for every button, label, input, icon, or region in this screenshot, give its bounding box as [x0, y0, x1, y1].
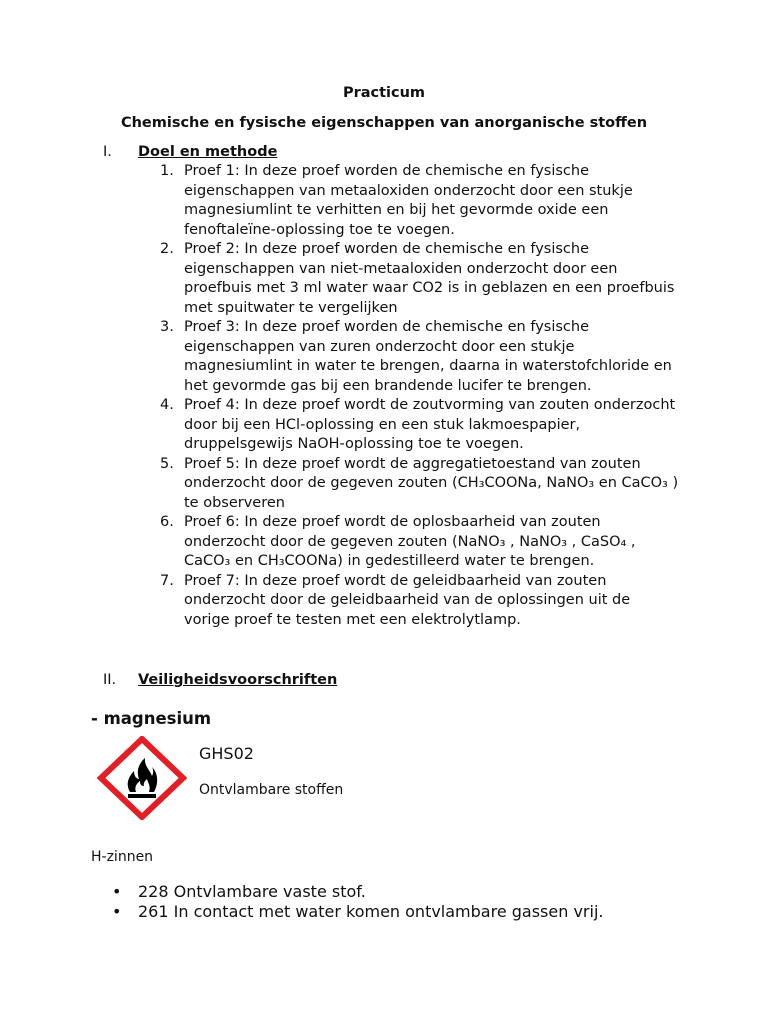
section-heading-doel — [103, 143, 277, 163]
h-sentences-label: H-zinnen — [91, 849, 154, 865]
method-steps-list — [160, 162, 680, 630]
section-label: Doel en methode — [138, 144, 278, 160]
list-item-number: 1. — [160, 163, 174, 179]
h-sentences-list — [112, 882, 603, 922]
list-item-text: Proef 5: In deze proef wordt de aggregatietoestand van zouten onderzocht door de gegeven zouten (CH₃COONa, NaNO₃ en CaCO₃ ) te observeren — [184, 455, 679, 511]
list-item — [160, 162, 680, 240]
list-item-number: 4. — [160, 397, 174, 413]
list-item-number: 3. — [160, 319, 174, 335]
list-item — [160, 396, 680, 455]
list-item-text: Proef 7: In deze proef wordt de geleidbaarheid van zouten onderzocht door de geleidbaarheid van de oplossingen uit de vorige proef te testen met een elektrolytlamp. — [184, 572, 631, 628]
ghs-code: GHS02 — [199, 744, 254, 763]
bullet-icon: • — [112, 902, 122, 921]
list-item — [160, 240, 680, 318]
flame-pictogram-icon — [97, 736, 187, 820]
list-item-number: 5. — [160, 455, 174, 472]
list-item — [160, 572, 680, 631]
list-item — [160, 455, 680, 514]
list-item-text: 261 In contact met water komen ontvlambare gassen vrij. — [138, 902, 604, 921]
section-heading-veiligheid — [103, 671, 337, 691]
document-title: Practicum — [342, 85, 426, 101]
list-item-text: 228 Ontvlambare vaste stof. — [138, 882, 366, 901]
list-item — [160, 513, 680, 572]
list-item-text: Proef 2: In deze proef worden de chemische en fysische eigenschappen van niet-metaaloxiden onderzocht door een proefbuis met 3 ml water waar CO2 is in geblazen en een proefbuis met spuitwater te vergelijken — [184, 241, 675, 316]
ghs-description: Ontvlambare stoffen — [199, 782, 344, 798]
list-item — [112, 902, 603, 922]
substance-heading: - magnesium — [91, 709, 212, 728]
section-label: Veiligheidsvoorschriften — [138, 672, 338, 688]
list-item-text: Proef 6: In deze proef wordt de oplosbaarheid van zouten onderzocht door de gegeven zouten (NaNO₃ , NaNO₃ , CaSO₄ , CaCO₃ en CH₃COONa) in gedestilleerd water te brengen. — [184, 514, 636, 569]
list-item — [160, 318, 680, 396]
document-subtitle: Chemische en fysische eigenschappen van anorganische stoffen — [120, 115, 648, 131]
list-item-number: 7. — [160, 572, 174, 589]
list-item — [112, 882, 603, 902]
list-item-number: 6. — [160, 514, 174, 530]
section-number: I. — [103, 144, 112, 160]
section-number: II. — [103, 672, 117, 688]
list-item-number: 2. — [160, 241, 174, 257]
list-item-text: Proef 3: In deze proef worden de chemische en fysische eigenschappen van zuren onderzocht door een stukje magnesiumlint in water te brengen, daarna in waterstofchloride en het gevormde gas bij een brandende lucifer te brengen. — [184, 319, 672, 394]
list-item-text: Proef 4: In deze proef wordt de zoutvorming van zouten onderzocht door bij een HCl-oplossing en een stuk lakmoespapier, druppelsgewijs NaOH-oplossing toe te voegen. — [184, 397, 676, 452]
list-item-text: Proef 1: In deze proef worden de chemische en fysische eigenschappen van metaaloxiden onderzocht door een stukje magnesiumlint te verhitten en bij het gevormde oxide een fenoftaleïne-oplossing toe te voegen. — [184, 163, 633, 238]
bullet-icon: • — [112, 882, 122, 901]
